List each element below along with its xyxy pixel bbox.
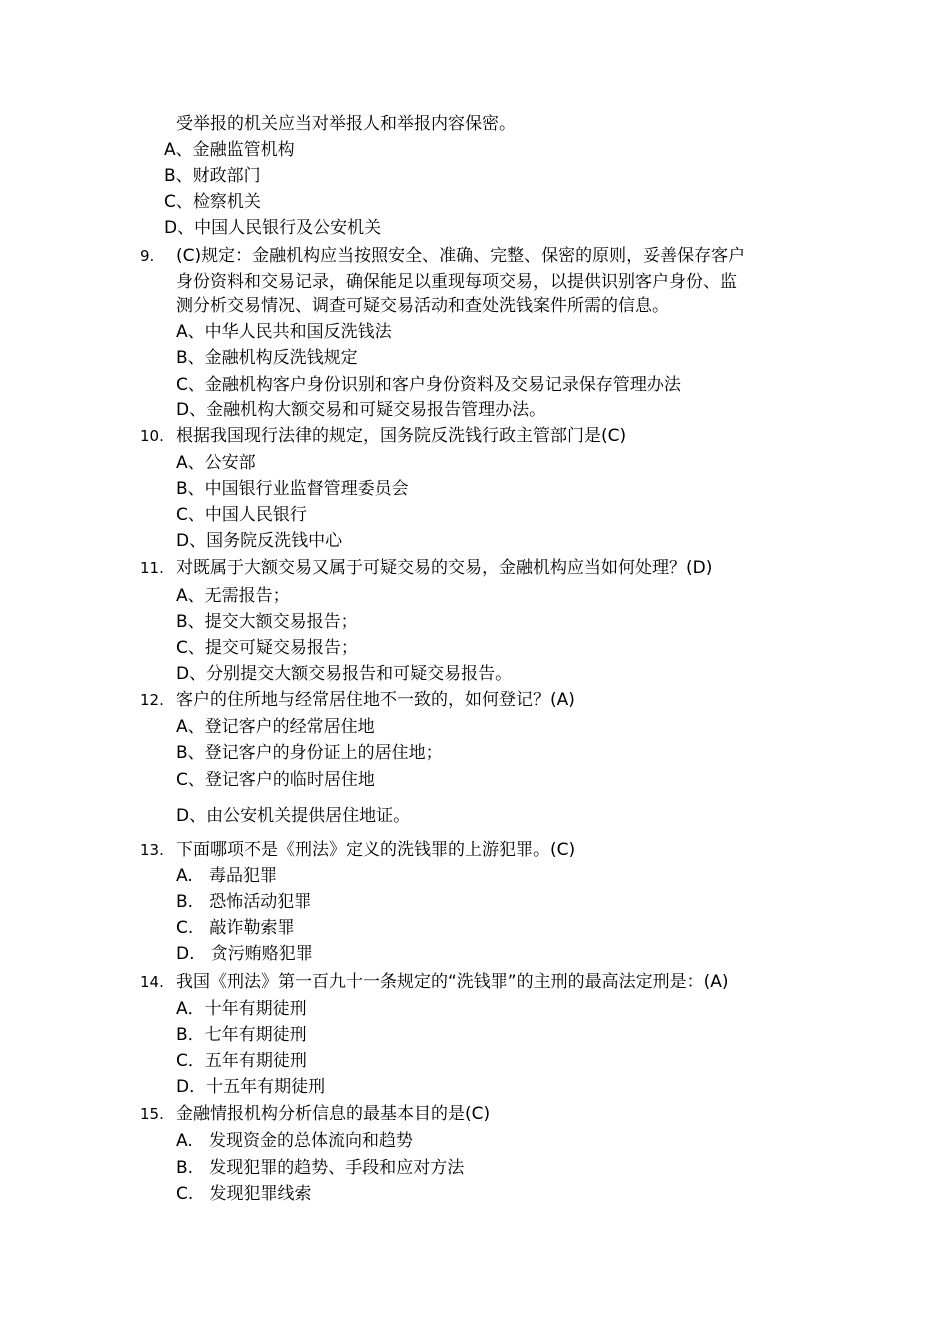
option-line: B、金融机构反洗钱规定: [176, 348, 358, 368]
option-line: C、中国人民银行: [176, 505, 307, 525]
question-number: 9.: [140, 247, 155, 265]
question-number: 15.: [140, 1105, 164, 1123]
option-line: A、无需报告；: [176, 586, 290, 606]
question-text-line: 受举报的机关应当对举报人和举报内容保密。: [176, 114, 516, 134]
option-line: D、国务院反洗钱中心: [176, 531, 343, 551]
option-line: D、中国人民银行及公安机关: [164, 218, 382, 238]
question-number: 14.: [140, 973, 164, 991]
question-number: 13.: [140, 841, 164, 859]
option-line: B. 发现犯罪的趋势、手段和应对方法: [176, 1158, 465, 1178]
question-text-line: 下面哪项不是《刑法》定义的洗钱罪的上游犯罪。(C): [176, 840, 576, 860]
question-text-line: 身份资料和交易记录，确保能足以重现每项交易，以提供识别客户身份、监: [176, 272, 737, 292]
option-line: D、金融机构大额交易和可疑交易报告管理办法。: [176, 400, 547, 420]
question-text-line: 根据我国现行法律的规定，国务院反洗钱行政主管部门是(C): [176, 426, 627, 446]
option-line: B、提交大额交易报告；: [176, 612, 358, 632]
option-line: C、登记客户的临时居住地: [176, 770, 375, 790]
option-line: A. 毒品犯罪: [176, 866, 277, 886]
option-line: C、金融机构客户身份识别和客户身份资料及交易记录保存管理办法: [176, 375, 681, 395]
option-line: D．十五年有期徒刑: [176, 1077, 326, 1097]
question-text-line: 金融情报机构分析信息的最基本目的是(C): [176, 1104, 491, 1124]
option-line: A、登记客户的经常居住地: [176, 717, 375, 737]
question-text-line: (C)规定：金融机构应当按照安全、准确、完整、保密的原则，妥善保存客户: [176, 246, 746, 266]
question-number: 10.: [140, 427, 164, 445]
option-line: C. 敲诈勒索罪: [176, 918, 295, 938]
question-text-line: 测分析交易情况、调查可疑交易活动和查处洗钱案件所需的信息。: [176, 296, 669, 316]
option-line: B．七年有期徒刑: [176, 1025, 307, 1045]
option-line: D、由公安机关提供居住地证。: [176, 806, 411, 826]
option-line: C、检察机关: [164, 192, 261, 212]
question-number: 12.: [140, 691, 164, 709]
option-line: C、提交可疑交易报告；: [176, 638, 358, 658]
option-line: B、中国银行业监督管理委员会: [176, 479, 409, 499]
option-line: A、中华人民共和国反洗钱法: [176, 322, 392, 342]
option-line: A、公安部: [176, 453, 256, 473]
option-line: A．十年有期徒刑: [176, 999, 307, 1019]
option-line: A. 发现资金的总体流向和趋势: [176, 1131, 413, 1151]
question-text-line: 我国《刑法》第一百九十一条规定的“洗钱罪”的主刑的最高法定刑是：(A): [176, 972, 729, 992]
option-line: D. 贪污贿赂犯罪: [176, 944, 313, 964]
option-line: D、分别提交大额交易报告和可疑交易报告。: [176, 664, 513, 684]
option-line: A、金融监管机构: [164, 140, 295, 160]
question-text-line: 对既属于大额交易又属于可疑交易的交易，金融机构应当如何处理？(D): [176, 558, 713, 578]
option-line: C．五年有期徒刑: [176, 1051, 307, 1071]
question-text-line: 客户的住所地与经常居住地不一致的，如何登记？(A): [176, 690, 575, 710]
option-line: C. 发现犯罪线索: [176, 1184, 312, 1204]
option-line: B、财政部门: [164, 166, 261, 186]
question-number: 11.: [140, 559, 164, 577]
option-line: B. 恐怖活动犯罪: [176, 892, 312, 912]
option-line: B、登记客户的身份证上的居住地；: [176, 743, 443, 763]
